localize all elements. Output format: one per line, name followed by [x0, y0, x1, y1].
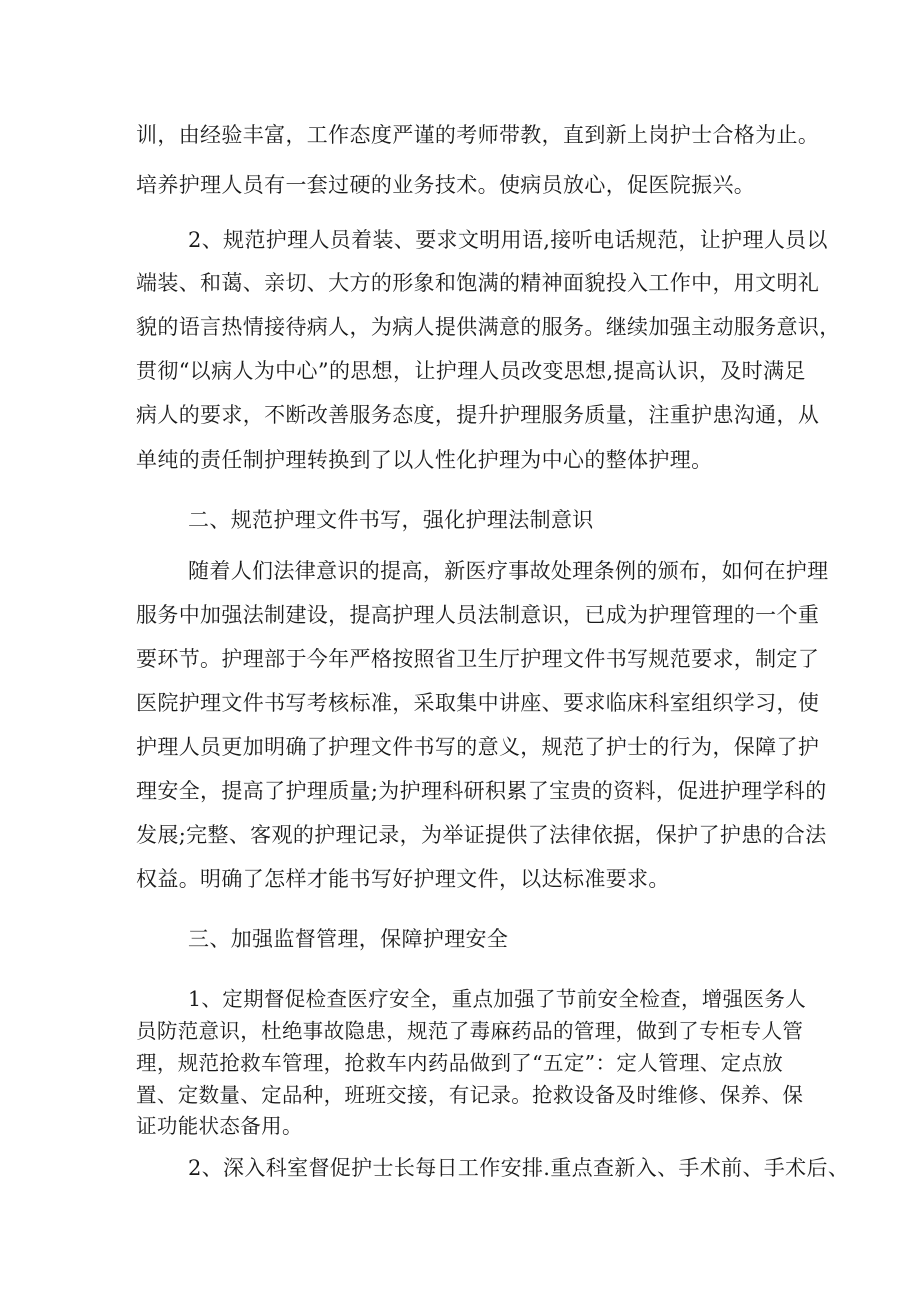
paragraph-3-line-1: 随着人们法律意识的提高，新医疗事故处理条例的颁布，如何在护理: [188, 559, 829, 583]
paragraph-3-line-8: 权益。明确了怎样才能书写好护理文件，以达标准要求。: [136, 867, 670, 891]
paragraph-3-line-7: 发展;完整、客观的护理记录，为举证提供了法律依据，保护了护患的合法: [136, 823, 827, 847]
paragraph-3-line-3: 要环节。护理部于今年严格按照省卫生厅护理文件书写规范要求，制定了: [136, 647, 820, 671]
paragraph-4-line-3: 理，规范抢救车管理，抢救车内药品做到了“五定”：定人管理、定点放: [136, 1051, 784, 1075]
paragraph-4-line-4: 置、定数量、定品种，班班交接，有记录。抢救设备及时维修、保养、保: [136, 1083, 804, 1107]
paragraph-3-line-6: 理安全，提高了护理质量;为护理科研积累了宝贵的资料，促进护理学科的: [136, 779, 827, 803]
paragraph-1-line-1: 训，由经验丰富，工作态度严谨的考师带教，直到新上岗护士合格为止。: [136, 123, 820, 147]
paragraph-3-line-2: 服务中加强法制建设，提高护理人员法制意识，已成为护理管理的一个重: [136, 603, 820, 627]
paragraph-2-line-3: 貌的语言热情接待病人，为病人提供满意的服务。继续加强主动服务意识，: [136, 315, 841, 339]
paragraph-3-line-5: 护理人员更加明确了护理文件书写的意义，规范了护士的行为，保障了护: [136, 735, 820, 759]
paragraph-2-line-2: 端装、和蔼、亲切、大方的形象和饱满的精神面貌投入工作中，用文明礼: [136, 271, 820, 295]
paragraph-4-line-1: 1、定期督促检查医疗安全，重点加强了节前安全检查，增强医务人: [188, 987, 807, 1011]
paragraph-2-line-4: 贯彻“以病人为中心”的思想，让护理人员改变思想,提高认识，及时满足: [136, 359, 806, 383]
paragraph-5-line-1: 2、深入科室督促护士长每日工作安排.重点查新入、手术前、手术后、: [188, 1156, 850, 1180]
paragraph-2-line-1: 2、规范护理人员着装、要求文明用语,接听电话规范，让护理人员以: [188, 228, 828, 252]
paragraph-4-line-2: 员防范意识，杜绝事故隐患，规范了毒麻药品的管理，做到了专柜专人管: [136, 1019, 804, 1043]
paragraph-3-line-4: 医院护理文件书写考核标准，采取集中讲座、要求临床科室组织学习，使: [136, 691, 820, 715]
section-heading-2: 二、规范护理文件书写，强化护理法制意识: [188, 508, 594, 532]
paragraph-2-line-5: 病人的要求，不断改善服务态度，提升护理服务质量，注重护患沟通，从: [136, 403, 820, 427]
section-heading-3: 三、加强监督管理，保障护理安全: [188, 927, 509, 951]
paragraph-2-line-6: 单纯的责任制护理转换到了以人性化护理为中心的整体护理。: [136, 448, 713, 472]
paragraph-1-line-2: 培养护理人员有一套过硬的业务技术。使病员放心，促医院振兴。: [136, 173, 756, 197]
paragraph-4-line-5: 证功能状态备用。: [136, 1114, 303, 1138]
